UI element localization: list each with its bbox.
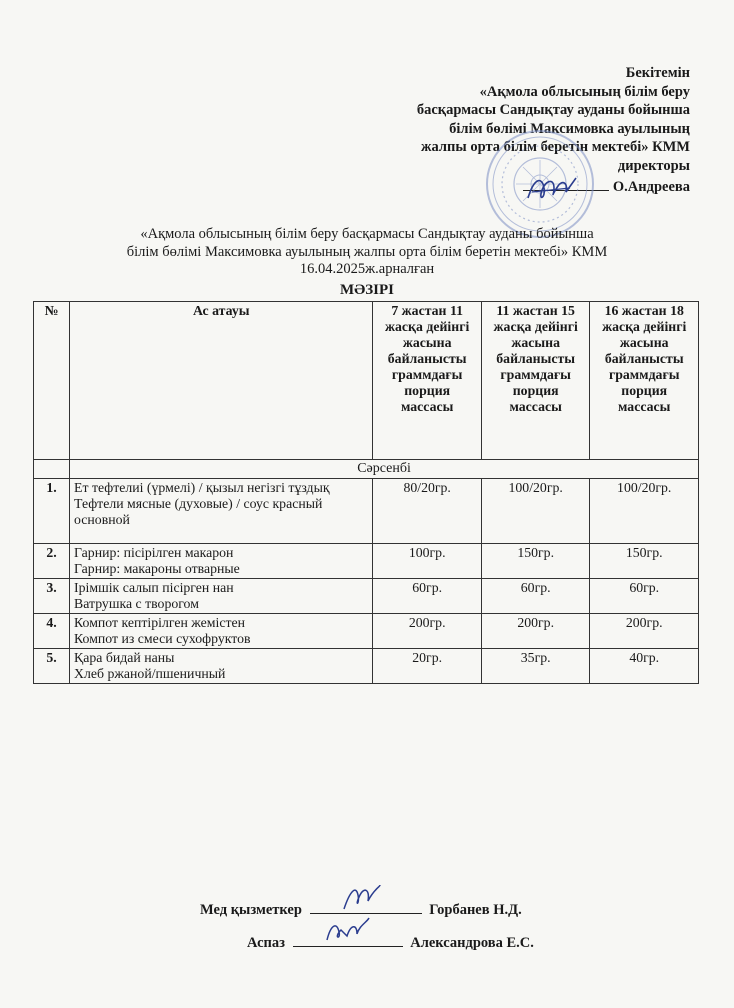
portion-16-18: 200гр.: [590, 614, 699, 649]
dish-name-ru: Гарнир: макароны отварные: [74, 561, 240, 576]
approval-line: басқармасы Сандықтау ауданы бойынша: [416, 102, 690, 119]
signature-icon: [323, 914, 373, 948]
med-label: Мед қызметкер: [200, 902, 302, 918]
portion-7-11: 200гр.: [373, 614, 482, 649]
portion-11-15: 35гр.: [481, 649, 590, 684]
signature-line: [310, 899, 422, 914]
approval-line: директоры: [617, 157, 690, 174]
dish-name-kz: Қара бидай наны: [74, 650, 175, 665]
portion-16-18: 40гр.: [590, 649, 699, 684]
signature-icon: [340, 881, 384, 915]
portion-11-15: 150гр.: [481, 544, 590, 579]
cook-name: Александрова Е.С.: [410, 935, 534, 951]
signature-line: [523, 176, 609, 191]
date-line: 16.04.2025ж.арналған: [299, 261, 435, 277]
table-row: [34, 649, 699, 684]
approval-block: [417, 64, 690, 196]
menu-title: МӘЗІРІ: [340, 282, 394, 298]
portion-11-15: 100/20гр.: [481, 479, 590, 544]
dish-name: [70, 544, 373, 579]
portion-7-11: 60гр.: [373, 579, 482, 614]
portion-7-11: 100гр.: [373, 544, 482, 579]
table-row: [34, 614, 699, 649]
cook-label: Аспаз: [247, 935, 285, 951]
portion-11-15: 200гр.: [481, 614, 590, 649]
table-row: [34, 479, 699, 544]
portion-11-15: 60гр.: [481, 579, 590, 614]
cook-signature: [247, 932, 534, 952]
approval-line: жалпы орта білім беретін мектебі» КММ: [421, 139, 690, 156]
day-label: Сәрсенбі: [70, 460, 699, 479]
dish-name-kz: Ірімшік салып пісірген нан: [74, 580, 234, 595]
header-row: [34, 302, 699, 460]
row-num: 2.: [34, 544, 70, 579]
row-num: 5.: [34, 649, 70, 684]
signature-line: [293, 932, 403, 947]
dish-name: [70, 614, 373, 649]
menu-table: [33, 301, 699, 684]
dish-name-kz: Гарнир: пісірілген макарон: [74, 545, 234, 560]
table-row: [34, 579, 699, 614]
day-row: [34, 460, 699, 479]
header-age-16-18: 16 жастан 18 жасқа дейінгі жасына байланысты граммдағы порция массасы: [590, 302, 699, 460]
dish-name: [70, 579, 373, 614]
dish-name: [70, 649, 373, 684]
organization-header: [0, 226, 734, 279]
header-num: №: [34, 302, 70, 460]
approval-line: білім бөлімі Максимовка ауылының: [449, 120, 690, 137]
dish-name-kz: Ет тефтелиі (үрмелі) / қызыл негізгі тұздық: [74, 480, 330, 495]
row-num: 3.: [34, 579, 70, 614]
header-age-7-11: 7 жастан 11 жасқа дейінгі жасына байланысты граммдағы порция массасы: [373, 302, 482, 460]
dish-name: [70, 479, 373, 544]
row-num: 1.: [34, 479, 70, 544]
med-name: Горбанев Н.Д.: [429, 902, 522, 918]
portion-7-11: 20гр.: [373, 649, 482, 684]
approval-line: Бекітемін: [625, 65, 690, 81]
approval-line: «Ақмола облысының білім беру: [479, 83, 690, 100]
dish-name-kz: Компот кептірілген жемістен: [74, 615, 245, 630]
dish-name-ru: Ватрушка с творогом: [74, 596, 199, 611]
day-row-num-cell: [34, 460, 70, 479]
header-dish-name: Ас атауы: [70, 302, 373, 460]
header-age-11-15: 11 жастан 15 жасқа дейінгі жасына байланысты граммдағы порция массасы: [481, 302, 590, 460]
dish-name-ru: Компот из смеси сухофруктов: [74, 631, 251, 646]
portion-7-11: 80/20гр.: [373, 479, 482, 544]
dish-name-ru: Хлеб ржаной/пшеничный: [74, 666, 226, 681]
dish-name-ru: Тефтели мясные (духовые) / соус красный основной: [74, 496, 323, 527]
director-signature-row: [417, 176, 690, 197]
portion-16-18: 100/20гр.: [590, 479, 699, 544]
director-name: О.Андреева: [612, 178, 690, 195]
org-line-2: білім бөлімі Максимовка ауылының жалпы орта білім беретін мектебі» КММ: [126, 243, 608, 260]
table-row: [34, 544, 699, 579]
portion-16-18: 60гр.: [590, 579, 699, 614]
row-num: 4.: [34, 614, 70, 649]
org-line-1: «Ақмола облысының білім беру басқармасы Сандықтау ауданы бойынша: [140, 226, 594, 242]
portion-16-18: 150гр.: [590, 544, 699, 579]
